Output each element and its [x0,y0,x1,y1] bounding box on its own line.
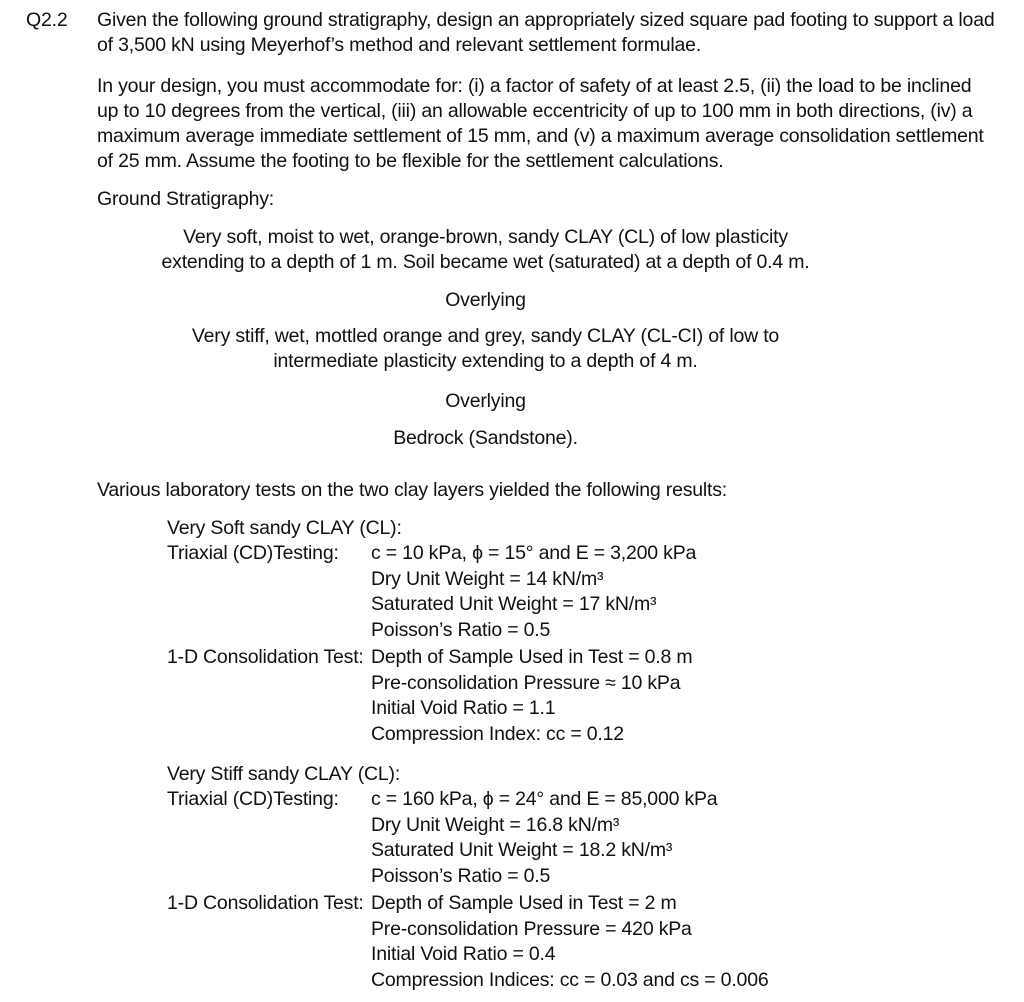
stiff-clay-strength-params: c = 160 kPa, ϕ = 24° and E = 85,000 kPa [371,788,718,810]
stiff-clay-dry-unit-weight: Dry Unit Weight = 16.8 kN/m³ [371,813,620,836]
soft-clay-strength-params: c = 10 kPa, ϕ = 15° and E = 3,200 kPa [371,542,697,564]
soft-clay-sample-depth: Depth of Sample Used in Test = 0.8 m [371,646,693,668]
stiff-clay-sample-depth: Depth of Sample Used in Test = 2 m [371,892,677,914]
layer-2-line-1: Very stiff, wet, mottled orange and grey, sandy CLAY (CL-CI) of low to [191,325,780,347]
stiff-clay-triaxial-results [371,787,1011,889]
stiff-clay-void-ratio: Initial Void Ratio = 0.4 [371,943,556,965]
overlying-label-2: Overlying [445,390,526,412]
layer-2-description [97,324,874,374]
design-requirements: In your design, you must accommodate for: (i) a factor of safety of at least 2.5, (ii) the load to be inclined up to 10 degrees from the vertical, (iii) an allowable eccentricity of up to 100 mm in both directions, (iv) a maximum average immediate settlement of 15 mm, and (v) a maximum average consolidation settlement of 25 mm. Assume the footing to be flexible for the settlement calculations. [97,75,984,172]
stiff-clay-preconsolidation: Pre-consolidation Pressure = 420 kPa [371,917,692,940]
layer-1-description [97,225,874,275]
tests-intro: Various laboratory tests on the two clay layers yielded the following results: [97,479,728,501]
soft-clay-poissons-ratio: Poisson’s Ratio = 0.5 [371,618,551,641]
question-intro: Given the following ground stratigraphy, design an appropriately sized square pad footing to support a load of 3,500 kN using Meyerhof’s method and relevant settlement formulae. [97,9,995,56]
soft-clay-consol-label: 1-D Consolidation Test: [167,646,364,668]
soft-clay-dry-unit-weight: Dry Unit Weight = 14 kN/m³ [371,567,604,590]
overlying-label-1: Overlying [445,289,526,311]
layer-3-description: Bedrock (Sandstone). [393,427,578,449]
soft-clay-title: Very Soft sandy CLAY (CL): [167,517,402,539]
soft-clay-sat-unit-weight: Saturated Unit Weight = 17 kN/m³ [371,593,657,615]
stiff-clay-sat-unit-weight: Saturated Unit Weight = 18.2 kN/m³ [371,839,673,861]
layer-2-line-2: intermediate plasticity extending to a depth of 4 m. [273,350,698,372]
question-number: Q2.2 [26,9,68,31]
soft-clay-preconsolidation: Pre-consolidation Pressure ≈ 10 kPa [371,671,681,694]
stiff-clay-compression-indices: Compression Indices: cc = 0.03 and cs = 0.006 [371,968,769,991]
soft-clay-void-ratio: Initial Void Ratio = 1.1 [371,697,556,719]
layer-1-line-1: Very soft, moist to wet, orange-brown, sandy CLAY (CL) of low plasticity [183,226,788,248]
stiff-clay-poissons-ratio: Poisson’s Ratio = 0.5 [371,864,551,887]
soft-clay-compression-index: Compression Index: cc = 0.12 [371,722,624,745]
layer-1-line-2: extending to a depth of 1 m. Soil became wet (saturated) at a depth of 0.4 m. [161,251,810,273]
stiff-clay-title: Very Stiff sandy CLAY (CL): [167,763,401,785]
stratigraphy-label: Ground Stratigraphy: [97,188,275,210]
stiff-clay-consol-results [371,891,1011,993]
soft-clay-consol-results [371,645,1011,747]
soft-clay-triaxial-label: Triaxial (CD)Testing: [167,542,339,564]
soft-clay-triaxial-results [371,541,1011,643]
stiff-clay-triaxial-label: Triaxial (CD)Testing: [167,788,339,810]
stiff-clay-consol-label: 1-D Consolidation Test: [167,892,364,914]
